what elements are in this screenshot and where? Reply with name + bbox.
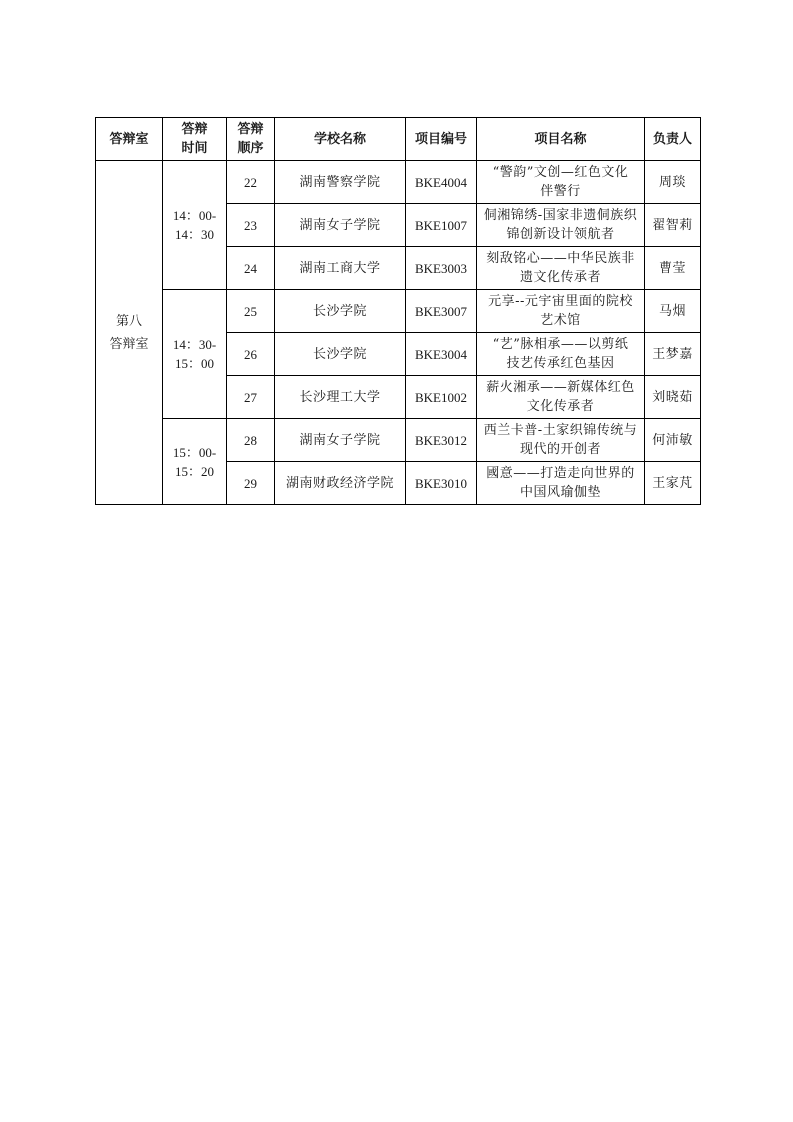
project-cell: 侗湘锦绣-国家非遗侗族织 锦创新设计领航者 <box>477 204 645 247</box>
header-order: 答辩 顺序 <box>227 118 275 161</box>
leader-cell: 马烟 <box>645 290 701 333</box>
leader-cell: 王家芃 <box>645 462 701 505</box>
code-cell: BKE3003 <box>406 247 477 290</box>
time-slot-cell: 14：30- 15：00 <box>163 290 227 419</box>
project-cell: 西兰卡普-土家织锦传统与 现代的开创者 <box>477 419 645 462</box>
order-cell: 28 <box>227 419 275 462</box>
project-cell: 國意——打造走向世界的 中国风瑜伽垫 <box>477 462 645 505</box>
school-cell: 湖南财政经济学院 <box>275 462 406 505</box>
table-row <box>96 161 701 204</box>
project-cell: 刻敌铭心——中华民族非 遗文化传承者 <box>477 247 645 290</box>
school-cell: 长沙学院 <box>275 333 406 376</box>
leader-cell: 刘晓茹 <box>645 376 701 419</box>
table-row <box>96 419 701 462</box>
order-cell: 22 <box>227 161 275 204</box>
leader-cell: 周琰 <box>645 161 701 204</box>
leader-cell: 翟智莉 <box>645 204 701 247</box>
code-cell: BKE3010 <box>406 462 477 505</box>
header-leader: 负责人 <box>645 118 701 161</box>
school-cell: 湖南警察学院 <box>275 161 406 204</box>
school-cell: 长沙理工大学 <box>275 376 406 419</box>
time-slot-cell: 15：00- 15：20 <box>163 419 227 505</box>
project-cell: 薪火湘承——新媒体红色 文化传承者 <box>477 376 645 419</box>
order-cell: 27 <box>227 376 275 419</box>
table-row <box>96 290 701 333</box>
code-cell: BKE3012 <box>406 419 477 462</box>
header-time: 答辩 时间 <box>163 118 227 161</box>
school-cell: 湖南工商大学 <box>275 247 406 290</box>
leader-cell: 王梦嘉 <box>645 333 701 376</box>
header-school: 学校名称 <box>275 118 406 161</box>
header-room: 答辩室 <box>96 118 163 161</box>
project-cell: 元享--元宇宙里面的院校 艺术馆 <box>477 290 645 333</box>
defense-schedule-table <box>95 117 701 505</box>
school-cell: 湖南女子学院 <box>275 419 406 462</box>
code-cell: BKE4004 <box>406 161 477 204</box>
code-cell: BKE1007 <box>406 204 477 247</box>
room-cell: 第八 答辩室 <box>96 161 163 505</box>
time-slot-cell: 14：00- 14：30 <box>163 161 227 290</box>
code-cell: BKE3007 <box>406 290 477 333</box>
project-cell: “艺”脉相承——以剪纸 技艺传承红色基因 <box>477 333 645 376</box>
header-row <box>96 118 701 161</box>
code-cell: BKE3004 <box>406 333 477 376</box>
code-cell: BKE1002 <box>406 376 477 419</box>
project-cell: “警韵”文创—红色文化 伴警行 <box>477 161 645 204</box>
leader-cell: 何沛敏 <box>645 419 701 462</box>
order-cell: 29 <box>227 462 275 505</box>
order-cell: 25 <box>227 290 275 333</box>
header-code: 项目编号 <box>406 118 477 161</box>
order-cell: 23 <box>227 204 275 247</box>
header-project: 项目名称 <box>477 118 645 161</box>
order-cell: 24 <box>227 247 275 290</box>
school-cell: 湖南女子学院 <box>275 204 406 247</box>
school-cell: 长沙学院 <box>275 290 406 333</box>
leader-cell: 曹莹 <box>645 247 701 290</box>
order-cell: 26 <box>227 333 275 376</box>
